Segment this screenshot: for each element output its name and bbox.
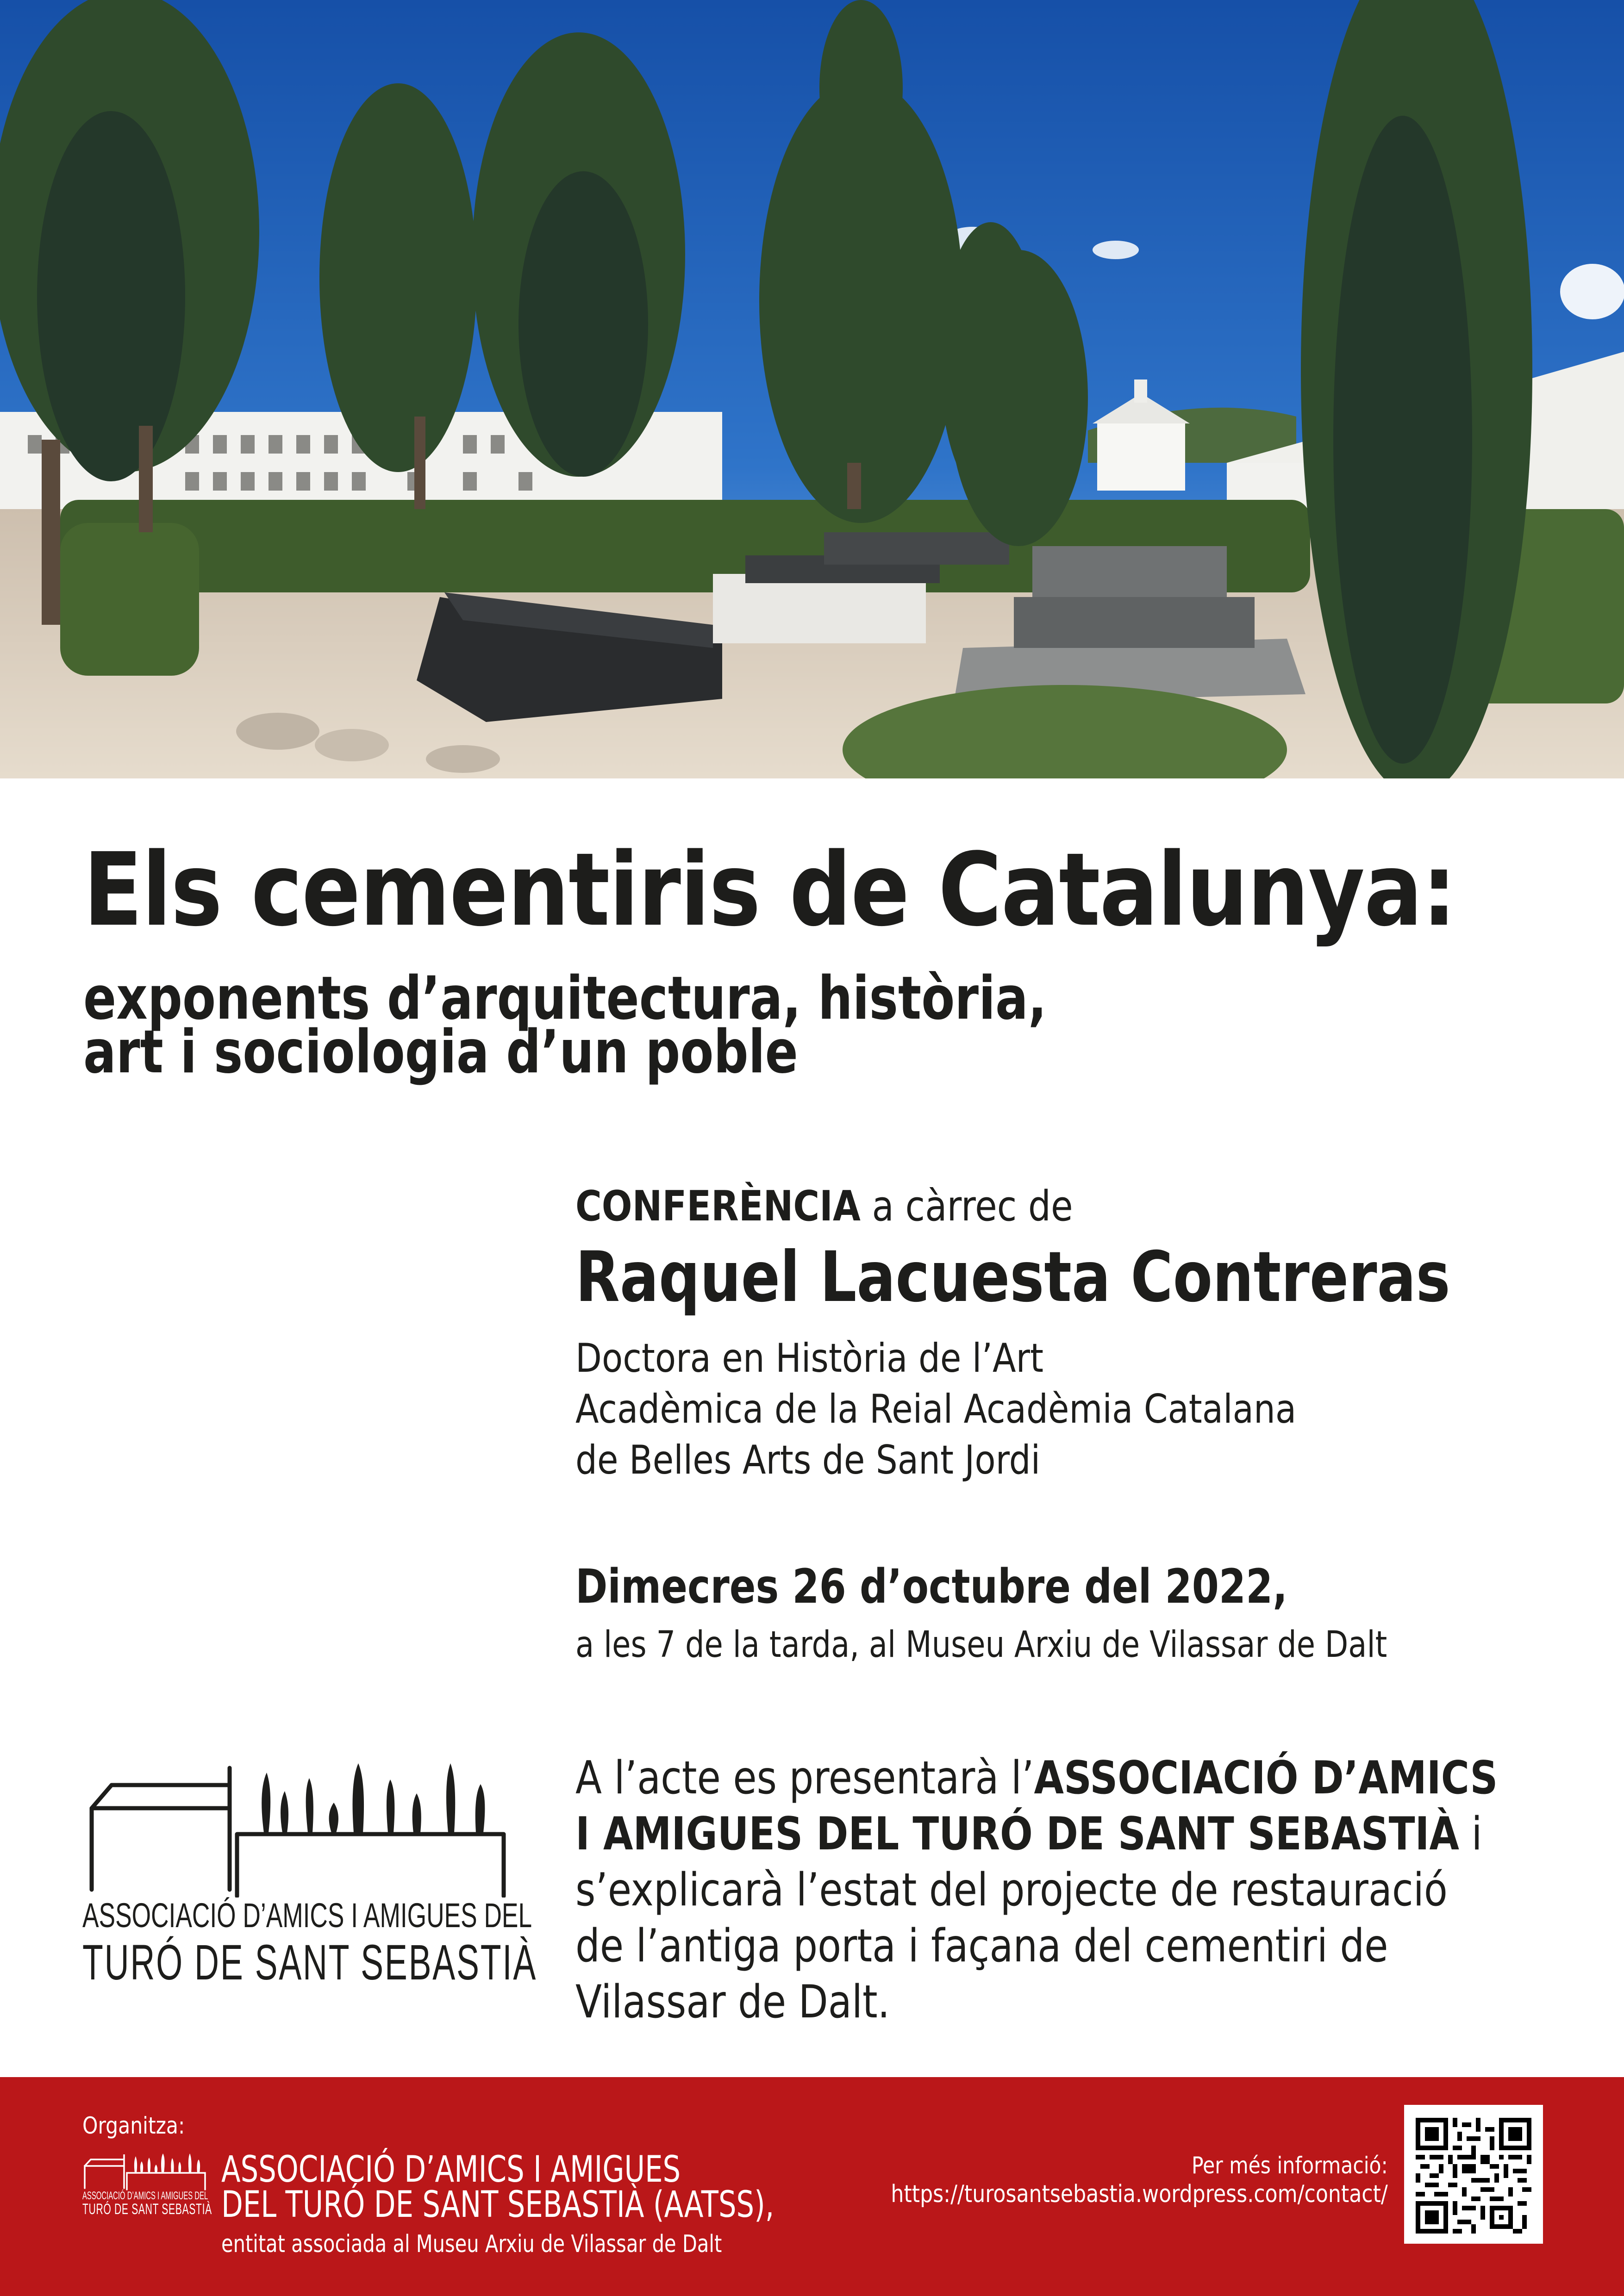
event-place: a les 7 de la tarda, al Museu Arxiu de Vilassar de Dalt [575, 1624, 1387, 1666]
organizer-name-line: ASSOCIACIÓ D’AMICS I AMIGUES [221, 2149, 681, 2190]
cypress-wall-icon [82, 1763, 527, 1898]
footer-banner [0, 2077, 1624, 2296]
cemetery-photo [0, 0, 1624, 778]
para-line: s’explicarà l’estat del projecte de restauració [575, 1864, 1448, 1916]
subtitle-line: art i sociologia d’un poble [83, 1018, 798, 1087]
conference-type: CONFERÈNCIA [575, 1182, 861, 1231]
speaker-name: Raquel Lacuesta Contreras [575, 1237, 1450, 1318]
para-line: de l’antiga porta i façana del cementiri de [575, 1920, 1388, 1972]
conference-by: a càrrec de [872, 1182, 1073, 1231]
bio-line: Doctora en Història de l’Art [575, 1335, 1043, 1381]
para-conj: i [1459, 1808, 1482, 1860]
logo-text-line2: TURÓ DE SANT SEBASTIÀ [82, 1934, 537, 1990]
bio-line: Acadèmica de la Reial Acadèmia Catalana [575, 1386, 1297, 1432]
presentation-text [575, 1750, 1498, 2030]
qr-code-icon [1409, 2118, 1538, 2234]
contact-url-link[interactable]: https://turosantsebastia.wordpress.com/contact/ [891, 2180, 1388, 2208]
footer-association-logo [82, 2153, 212, 2217]
organizer-label: Organitza: [82, 2112, 185, 2139]
bio-line: de Belles Arts de Sant Jordi [575, 1437, 1041, 1483]
conference-label [575, 1182, 1073, 1231]
event-date: Dimecres 26 d’octubre del 2022, [575, 1559, 1288, 1614]
subtitle-line: exponents d’arquitectura, història, [83, 964, 1047, 1033]
organizer-name-line: DEL TURÓ DE SANT SEBASTIÀ (AATSS), [221, 2184, 775, 2226]
logo-text-line1: ASSOCIACIÓ D’AMICS I AMIGUES DEL [82, 1896, 532, 1935]
poster-subtitle [83, 964, 1047, 1087]
association-logo [82, 1763, 537, 1990]
organizer-name [221, 2149, 775, 2226]
qr-code[interactable] [1404, 2105, 1543, 2244]
poster-title: Els cementiris de Catalunya: [83, 832, 1456, 949]
footer-logo-text-line1: ASSOCIACIÓ D’AMICS I AMIGUES DEL [82, 2190, 208, 2202]
speaker-bio [575, 1333, 1296, 1486]
cypress-wall-icon [82, 2153, 207, 2190]
hero-photo [0, 0, 1624, 778]
para-intro: A l’acte es presentarà l’ [575, 1752, 1034, 1804]
footer-logo-text-line2: TURÓ DE SANT SEBASTIÀ [82, 2201, 212, 2217]
para-org-bold-1: ASSOCIACIÓ D’AMICS [1034, 1752, 1498, 1804]
more-info [803, 2151, 1388, 2209]
more-info-label: Per més informació: [1192, 2152, 1388, 2179]
organizer-affiliation: entitat associada al Museu Arxiu de Vilassar de Dalt [221, 2230, 722, 2258]
para-org-bold-2: I AMIGUES DEL TURÓ DE SANT SEBASTIÀ [575, 1808, 1459, 1860]
para-line: Vilassar de Dalt. [575, 1976, 890, 2028]
